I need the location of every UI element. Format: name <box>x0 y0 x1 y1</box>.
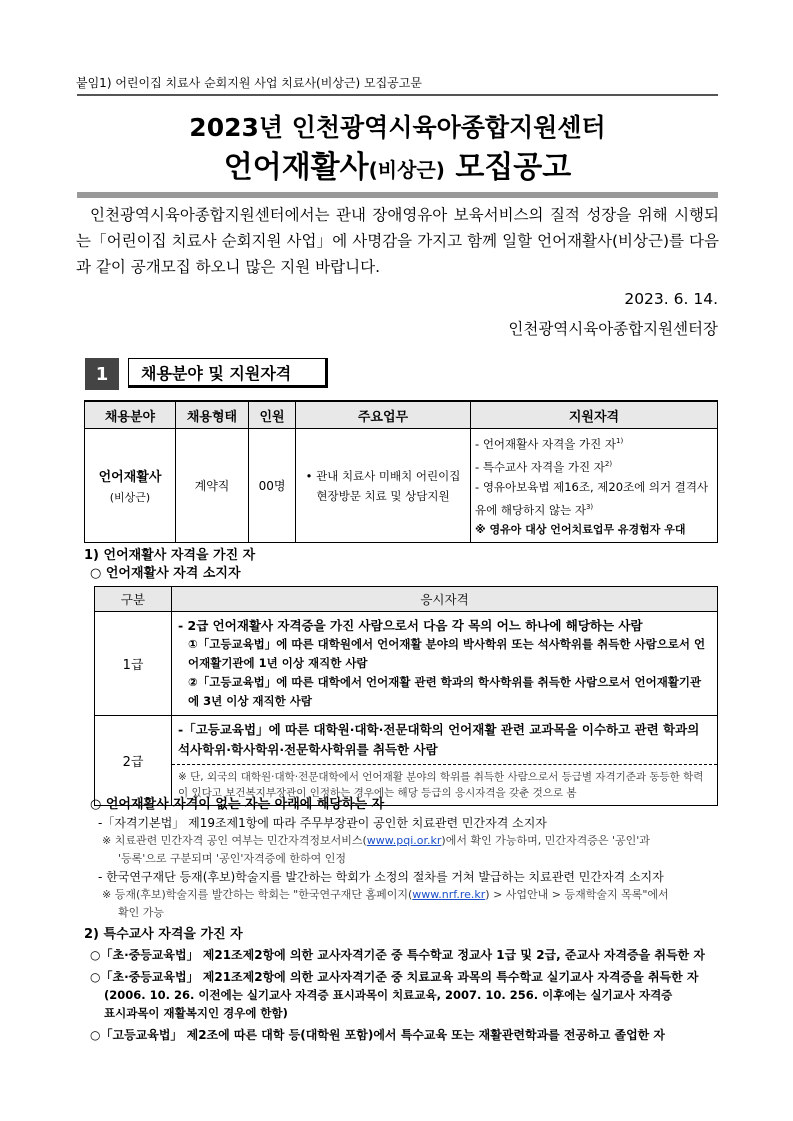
grade-1-line: - 2급 언어재활사 자격증을 가진 사람으로서 다음 각 목의 어느 하나에 해당하는 사람 <box>178 618 643 633</box>
line-special-2a: (2006. 10. 26. 이전에는 실기교사 자격증 표시과목이 치료교육, 2007. 10. 256. 이후에는 실기교사 자격증 <box>104 988 673 1002</box>
line-note-1 <box>84 832 724 850</box>
qual-sup: 2) <box>604 459 613 468</box>
title-end: 모집공고 <box>444 150 572 185</box>
th-duty: 주요업무 <box>296 401 471 429</box>
th-qualification: 응시자격 <box>172 587 718 612</box>
intro-text: 인천광역시육아종합지원센터에서는 관내 장애영유아 보육서비스의 질적 성장을 위해 시행되는「어린이집 치료사 순회지원 사업」에 사명감을 가지고 함께 일할 언어재활사(비상근)를 다음과 같이 공개모집 하오니 많은 지원 바랍니다. <box>76 206 719 276</box>
grade-1-line: ①「고등교육법」에 따른 대학원에서 언어재활 분야의 박사학위 또는 석사학위를 취득한 사람으로서 언어재활기관에 1년 이상 재직한 사람 <box>188 637 706 670</box>
sub-heading-1: 1) 언어재활사 자격을 가진 자 <box>84 548 256 563</box>
cell-field <box>85 429 176 543</box>
grade-2-line: -「고등교육법」에 따른 대학원·대학·전문대학의 언어재활 관련 교과목을 이수하고 관련 학과의 석사학위·학사학위·전문학사학위를 취득한 사람 <box>178 722 700 757</box>
note-text: ※ 등재(후보)학술지를 발간하는 학회는 "한국연구재단 홈페이지( <box>102 888 413 901</box>
section-title: 채용분야 및 지원자격 <box>128 358 328 388</box>
qual-sup: 3) <box>585 502 594 511</box>
line-special-2: ○「초·중등교육법」 제21조제2항에 의한 교사자격기준 중 치료교육 과목의 특수학교 실기교사 자격증을 취득한 자 <box>90 970 699 984</box>
nrf-link[interactable]: www.nrf.re.kr <box>412 888 486 901</box>
organization: 인천광역시육아종합지원센터장 <box>508 320 718 338</box>
grade-1-content <box>172 612 718 716</box>
th-quals: 지원자격 <box>471 401 718 429</box>
qual-bullet: - <box>475 459 480 474</box>
sub-heading-2: 2) 특수교사 자격을 가진 자 <box>84 927 243 942</box>
cell-type: 계약직 <box>176 429 249 543</box>
qual-2 <box>475 454 713 477</box>
recruit-table <box>84 400 718 543</box>
th-grade: 구분 <box>95 587 172 612</box>
qual-3 <box>475 477 713 520</box>
cell-quals <box>471 429 718 543</box>
line-special-1: ○「초·중등교육법」 제21조제2항에 의한 교사자격기준 중 특수학교 정교사 1급 및 2급, 준교사 자격증을 취득한 자 <box>90 948 705 962</box>
grade-2: 2급 <box>95 716 172 806</box>
cell-duty: • 관내 치료사 미배치 어린이집 현장방문 치료 및 상담지원 <box>296 429 471 543</box>
line-special-2b: 표시과목이 재활복지인 경우에 한함) <box>104 1006 288 1020</box>
attachment-label: 붙임1) 어린이집 치료사 순회지원 사업 치료사(비상근) 모집공고문 <box>76 76 422 90</box>
note-text: ※ 치료관련 민간자격 공인 여부는 민간자격정보서비스( <box>102 834 367 847</box>
line-no-license: ○ 언어재활사 자격이 없는 자는 아래에 해당하는 자 <box>90 797 385 812</box>
qual-bullet: - <box>475 436 480 451</box>
qual-bullet: - <box>475 479 480 494</box>
preferred-note <box>475 519 713 540</box>
th-count: 인원 <box>249 401 296 429</box>
line-civil-cert: -「자격기본법」 제19조제1항에 따라 주무부장관이 공인한 치료관련 민간자격 소지자 <box>98 816 547 830</box>
section-number: 1 <box>85 358 119 390</box>
title-line1: 2023년 인천광역시육아종합지원센터 <box>189 113 606 142</box>
title-line2 <box>77 142 718 186</box>
th-field: 채용분야 <box>85 401 176 429</box>
qual-text: 언어재활사 자격을 가진 자 <box>482 436 616 451</box>
line-note-2 <box>84 886 724 904</box>
qual-sup: 1) <box>615 437 624 445</box>
line-special-3: ○「고등교육법」 제2조에 따른 대학 등(대학원 포함)에서 특수교육 또는 재활관련학과를 전공하고 졸업한 자 <box>90 1028 666 1042</box>
th-type: 채용형태 <box>176 401 249 429</box>
pqi-link[interactable]: www.pqi.or.kr <box>366 834 442 847</box>
field-name: 언어재활사 <box>98 470 162 486</box>
grade-1: 1급 <box>95 612 172 716</box>
grade-2-note: ※ 단, 외국의 대학원·대학·전문대학에서 언어재활 분야의 학위를 취득한 사람으로서 등급별 자격기준과 동등한 학력이 있다고 보건복지부장관이 인정하는 경우에는 해당 등급의 응시자격을 갖춘 것으로 봄 <box>172 764 717 805</box>
line-nrf-cert: - 한국연구재단 등재(후보)학술지를 발간하는 학회가 소정의 절차를 거쳐 발급하는 치료관련 민간자격 소지자 <box>98 870 664 884</box>
preferred-text: ※ 영유아 대상 언어치료업무 유경험자 우대 <box>475 523 686 537</box>
intro <box>76 202 719 280</box>
qual-1 <box>475 431 713 454</box>
grade-table <box>94 586 718 806</box>
qualification-lines <box>84 796 724 1044</box>
grade-1-line: ②「고등교육법」에 따른 대학에서 언어재활 관련 학과의 학사학위를 취득한 사람으로서 언어재활기관에 3년 이상 재직한 사람 <box>188 675 702 708</box>
title-box <box>77 94 718 198</box>
line-note-2b: 확인 가능 <box>118 906 165 919</box>
note-text: )에서 확인 가능하며, 민간자격증은 '공인'과 <box>441 834 650 847</box>
qual-text: 특수교사 자격을 가진 자 <box>482 459 605 474</box>
note-text: ) > 사업안내 > 등재학술지 목록"에서 <box>485 888 669 901</box>
grade-2-content <box>172 716 718 806</box>
qual-text: 영유아보육법 제16조, 제20조에 의거 결격사유에 해당하지 않는 자 <box>475 479 709 517</box>
notice-date: 2023. 6. 14. <box>624 290 718 308</box>
sub-heading-1a: ○ 언어재활사 자격 소지자 <box>90 566 241 581</box>
title-small: (비상근) <box>368 158 445 182</box>
field-sub: (비상근) <box>109 491 151 505</box>
line-note-1b: '등록'으로 구분되며 '공인'자격증에 한하여 인정 <box>118 852 346 865</box>
cell-count: 00명 <box>249 429 296 543</box>
title-main: 언어재활사 <box>223 150 369 185</box>
